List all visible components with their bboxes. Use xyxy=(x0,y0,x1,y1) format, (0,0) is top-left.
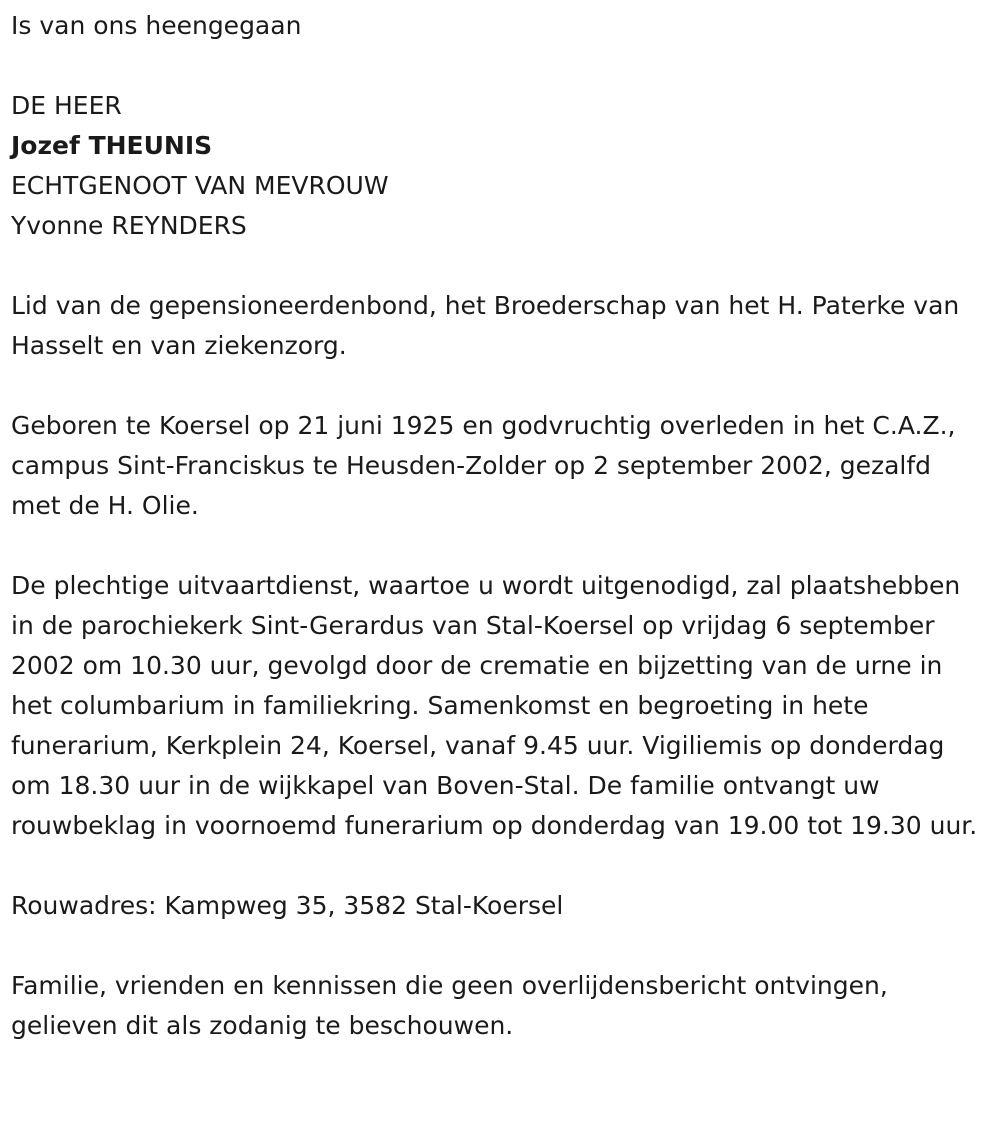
spacer xyxy=(11,366,986,406)
intro-line: Is van ons heengegaan xyxy=(11,11,302,40)
spouse-label: ECHTGENOOT VAN MEVROUW xyxy=(11,171,389,200)
spacer xyxy=(11,46,986,86)
service-paragraph: De plechtige uitvaartdienst, waartoe u wordt uitgenodigd, zal plaatshebben in de parochiekerk Sint-Gerardus van Stal-Koersel op vrijdag 6 september 2002 om 10.30 uur, gevolgd door de crematie en bijzetting van de urne in het columbarium in familiekring. Samenkomst en begroeting in hete funerarium, Kerkplein 24, Koersel, vanaf 9.45 uur. Vigiliemis op donderdag om 18.30 uur in de wijkkapel van Boven-Stal. De familie ontvangt uw rouwbeklag in voornoemd funerarium op donderdag van 19.00 tot 19.30 uur. xyxy=(11,571,978,840)
title-line: DE HEER xyxy=(11,91,122,120)
birth-death-paragraph: Geboren te Koersel op 21 juni 1925 en godvruchtig overleden in het C.A.Z., campus Sint-Franciskus te Heusden-Zolder op 2 september 2002, gezalfd met de H. Olie. xyxy=(11,411,956,520)
spacer xyxy=(11,926,986,966)
obituary-notice xyxy=(11,6,986,1046)
deceased-name: Jozef THEUNIS xyxy=(11,131,213,160)
membership-paragraph: Lid van de gepensioneerdenbond, het Broederschap van het H. Paterke van Hasselt en van ziekenzorg. xyxy=(11,291,960,360)
spacer xyxy=(11,846,986,886)
spacer xyxy=(11,526,986,566)
spacer xyxy=(11,246,986,286)
spouse-name: Yvonne REYNDERS xyxy=(11,211,247,240)
address-line: Rouwadres: Kampweg 35, 3582 Stal-Koersel xyxy=(11,891,564,920)
closing-paragraph: Familie, vrienden en kennissen die geen overlijdensbericht ontvingen, gelieven dit als zodanig te beschouwen. xyxy=(11,971,888,1040)
